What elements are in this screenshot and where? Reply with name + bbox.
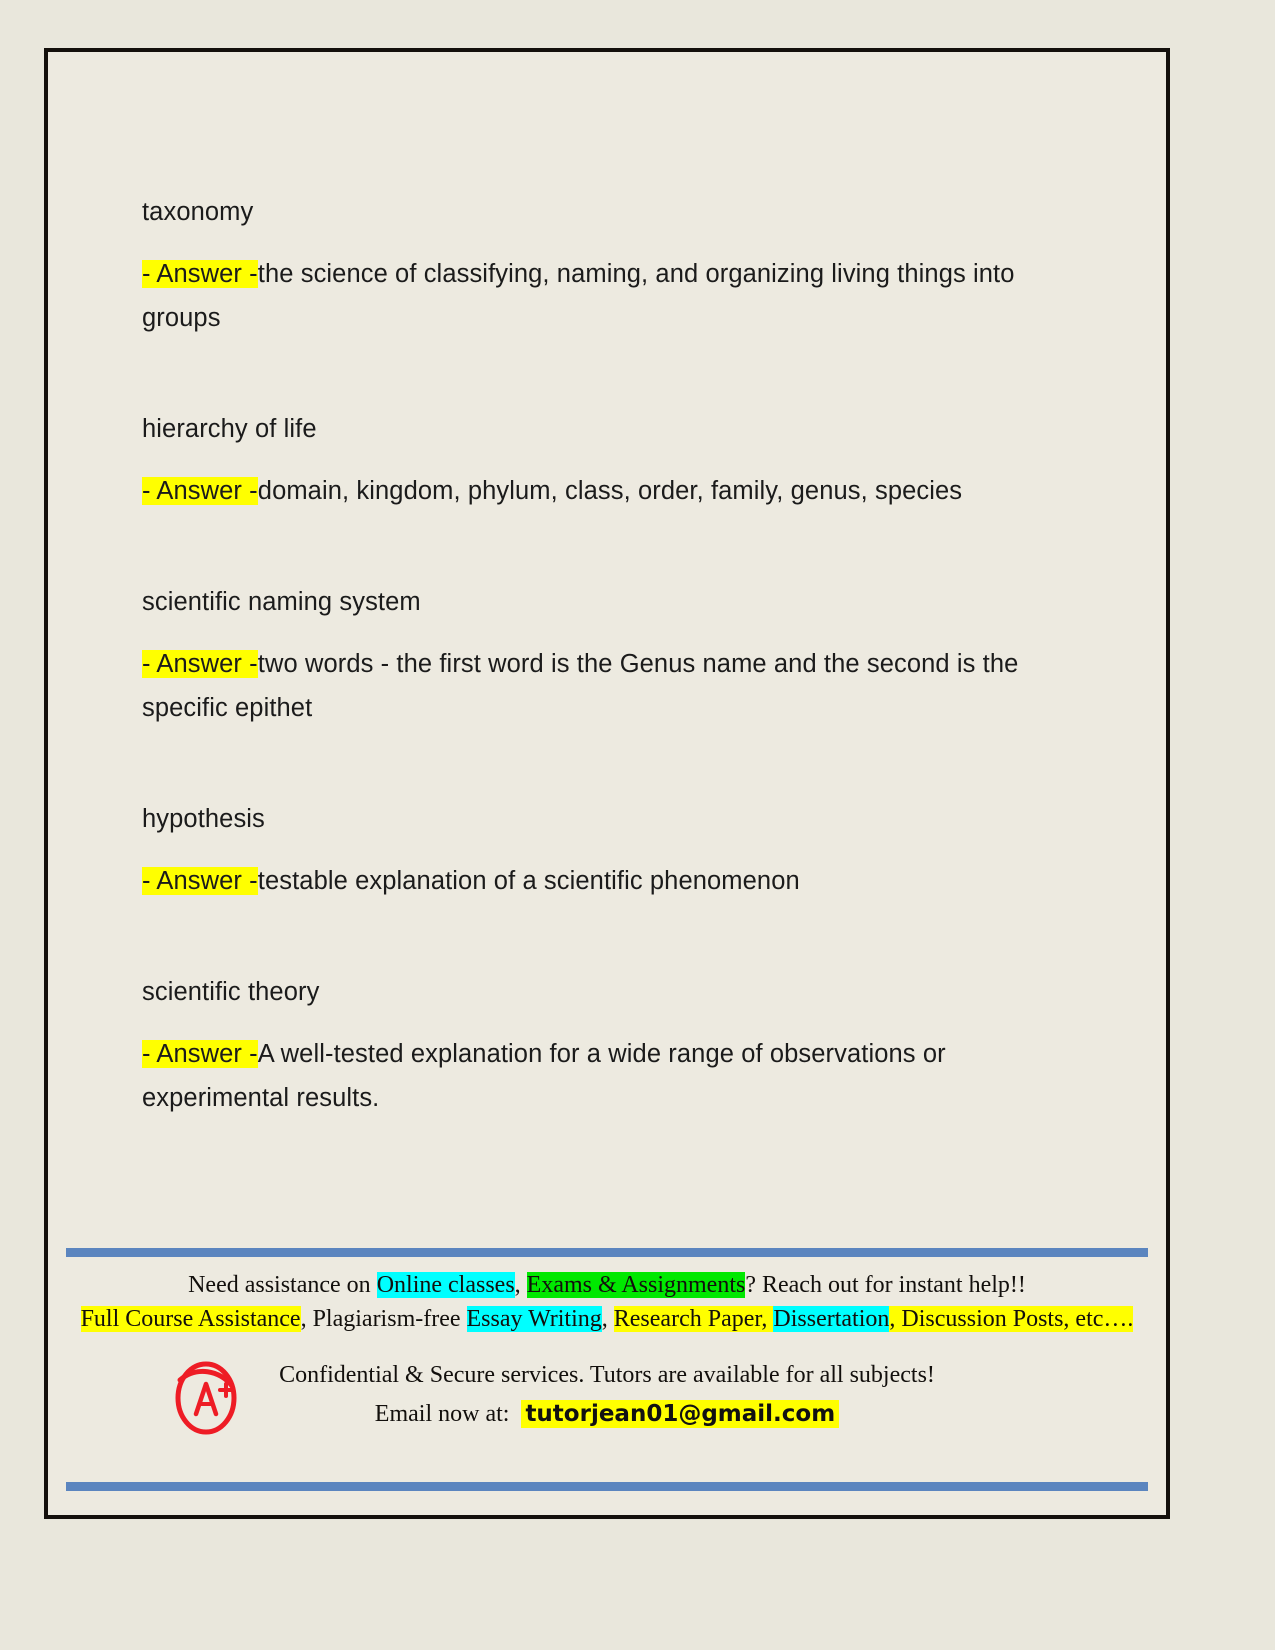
term-label: taxonomy	[142, 198, 254, 226]
term-label: hierarchy of life	[142, 414, 317, 443]
footer-line1-part3: ? Reach out for instant help!!	[745, 1272, 1026, 1298]
footer-essay-writing: Essay Writing	[466, 1306, 602, 1333]
answer-text	[142, 253, 1072, 341]
footer-full-course: Full Course Assistance	[80, 1306, 301, 1333]
footer-line1-part1: Need assistance on	[188, 1272, 377, 1298]
footer-line-1	[48, 1269, 1166, 1301]
answer-tag: - Answer -	[142, 866, 258, 895]
footer-line2-part3: , Discussion Posts, etc….	[889, 1306, 1134, 1333]
answer-body: testable explanation of a scientific phenomenon	[257, 866, 800, 895]
qa-block	[142, 803, 1072, 904]
a-plus-logo-icon	[170, 1360, 242, 1436]
footer-line1-part2: ,	[514, 1272, 527, 1298]
footer-line-3: Confidential & Secure services. Tutors are available for all subjects!	[279, 1361, 935, 1388]
footer-divider-top	[66, 1248, 1148, 1257]
qa-block	[142, 196, 1072, 341]
answer-body: A well-tested explanation for a wide range of observations or experimental results.	[142, 1039, 946, 1112]
footer-divider-bottom	[66, 1482, 1148, 1491]
answer-text	[142, 470, 1072, 514]
term-label: hypothesis	[142, 804, 265, 833]
answer-body: domain, kingdom, phylum, class, order, family, genus, species	[257, 477, 963, 505]
answer-tag: - Answer -	[142, 650, 258, 678]
footer-research-paper: Research Paper,	[613, 1306, 774, 1333]
footer-email-address[interactable]: tutorjean01@gmail.com	[521, 1400, 839, 1428]
answer-text	[142, 643, 1072, 731]
answer-body: two words - the first word is the Genus name and the second is the specific epithet	[142, 650, 1019, 722]
footer-online-classes: Online classes	[376, 1272, 515, 1298]
footer-contact-area	[48, 1358, 1166, 1456]
footer-exams-assignments: Exams & Assignments	[526, 1272, 746, 1298]
answer-tag: - Answer -	[142, 260, 258, 289]
answer-body: the science of classifying, naming, and organizing living things into groups	[142, 260, 1015, 332]
answer-tag: - Answer -	[142, 1039, 258, 1068]
footer-email-label: Email now at:	[374, 1400, 510, 1427]
qa-block	[142, 586, 1072, 731]
answer-text	[142, 1033, 1072, 1121]
footer-line-2	[48, 1303, 1166, 1335]
term-label: scientific theory	[142, 977, 320, 1006]
answer-text	[142, 860, 1072, 904]
term-label: scientific naming system	[142, 587, 421, 616]
footer-dissertation: Dissertation	[773, 1306, 890, 1333]
footer-line2-part2: ,	[601, 1306, 614, 1333]
study-notes-content	[142, 196, 1072, 1121]
footer-line2-part1: , Plagiarism-free	[300, 1306, 467, 1333]
answer-tag: - Answer -	[142, 477, 258, 505]
qa-block	[142, 976, 1072, 1121]
footer-promo-lines	[48, 1257, 1166, 1336]
promo-footer	[48, 1248, 1166, 1491]
qa-block	[142, 413, 1072, 514]
